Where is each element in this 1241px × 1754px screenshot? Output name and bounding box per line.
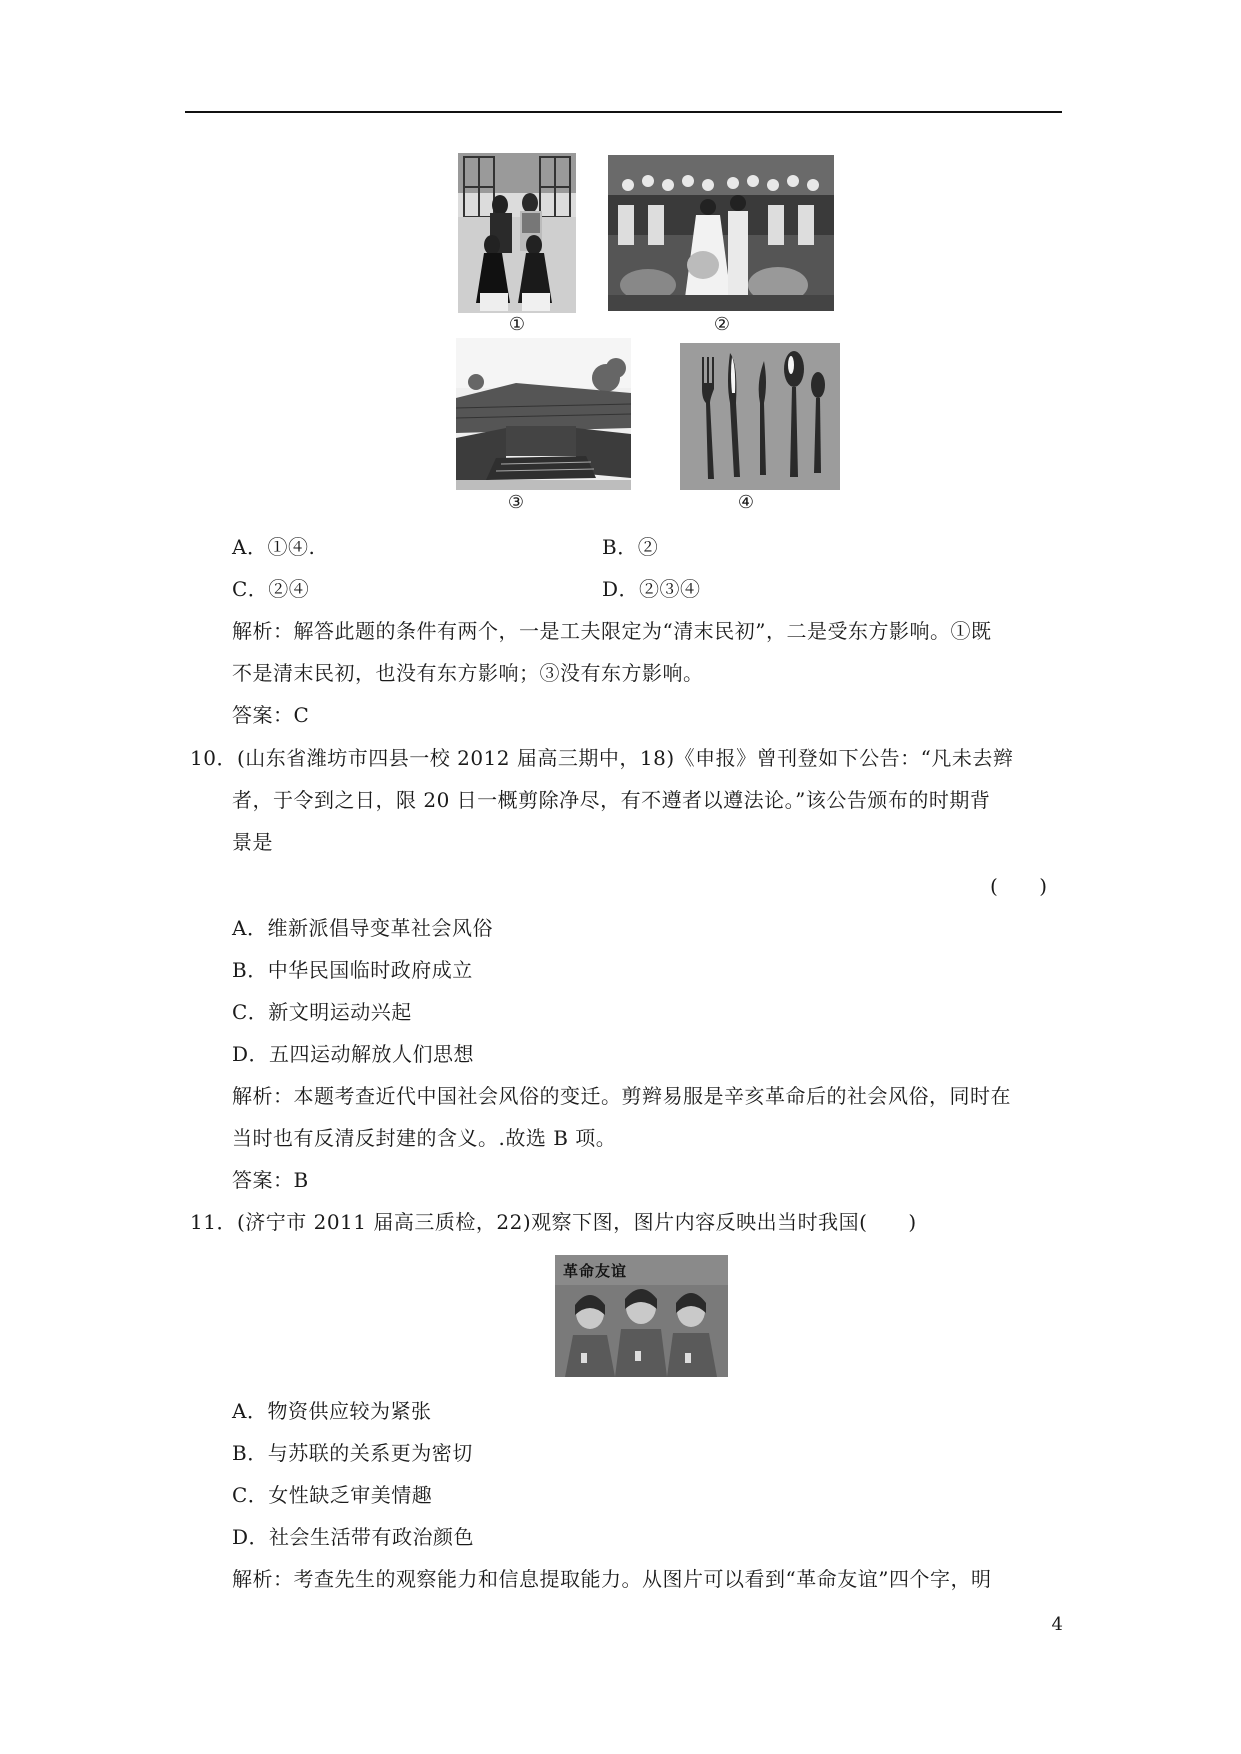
photo-1-qing-portrait <box>458 153 576 313</box>
q10-option-d: D．五四运动解放人们思想 <box>232 1042 475 1066</box>
photo-3-courtyard-house <box>456 338 631 490</box>
q11-option-a: A．物资供应较为紧张 <box>232 1399 432 1423</box>
figure-label-4: ④ <box>737 492 755 513</box>
figure-label-1: ① <box>508 314 526 335</box>
q11-option-c: C．女性缺乏审美情趣 <box>232 1483 433 1507</box>
q10-option-b: B．中华民国临时政府成立 <box>232 958 473 982</box>
q9-option-c: C．②④ <box>232 577 310 601</box>
photo-revolutionary-friendship <box>555 1255 728 1377</box>
figure-label-2: ② <box>713 314 731 335</box>
q9-analysis-line-2: 不是清末民初，也没有东方影响；③没有东方影响。 <box>232 661 704 685</box>
q10-stem-line-1: 10．(山东省潍坊市四县一校 2012 届高三期中，18)《申报》曾刊登如下公告：“凡未去辫 <box>190 746 1014 770</box>
q9-option-a: A．①④. <box>232 535 316 559</box>
photo-caption-text: 革命友谊 <box>563 1262 628 1280</box>
photo-4-western-cutlery <box>680 343 840 490</box>
header-rule <box>185 111 1062 113</box>
q11-option-d: D．社会生活带有政治颜色 <box>232 1525 475 1549</box>
q10-stem-line-3: 景是 <box>232 830 273 854</box>
q11-option-b: B．与苏联的关系更为密切 <box>232 1441 473 1465</box>
q10-option-c: C．新文明运动兴起 <box>232 1000 412 1024</box>
q9-option-b: B．② <box>602 535 659 559</box>
q10-stem-line-2: 者，于令到之日，限 20 日一概剪除净尽，有不遵者以遵法论。”该公告颁布的时期背 <box>232 788 991 812</box>
photo-2-wedding-group <box>608 155 834 311</box>
q10-analysis-line-2: 当时也有反清反封建的含义。.故选 B 项。 <box>232 1126 617 1150</box>
q10-answer: 答案：B <box>232 1168 309 1192</box>
q11-stem: 11．(济宁市 2011 届高三质检，22)观察下图，图片内容反映出当时我国( ) <box>190 1210 917 1234</box>
q10-option-a: A．维新派倡导变革社会风俗 <box>232 916 493 940</box>
figure-label-3: ③ <box>507 492 525 513</box>
q10-answer-bracket: ( ) <box>990 874 1048 898</box>
q9-answer: 答案：C <box>232 703 310 727</box>
page-number: 4 <box>1051 1614 1063 1635</box>
q10-analysis-line-1: 解析：本题考查近代中国社会风俗的变迁。剪辫易服是辛亥革命后的社会风俗，同时在 <box>232 1084 1011 1108</box>
q11-analysis-line-1: 解析：考查先生的观察能力和信息提取能力。从图片可以看到“革命友谊”四个字，明 <box>232 1567 992 1591</box>
q9-option-d: D．②③④ <box>602 577 701 601</box>
q9-analysis-line-1: 解析：解答此题的条件有两个，一是工夫限定为“清末民初”，二是受东方影响。①既 <box>232 619 992 643</box>
